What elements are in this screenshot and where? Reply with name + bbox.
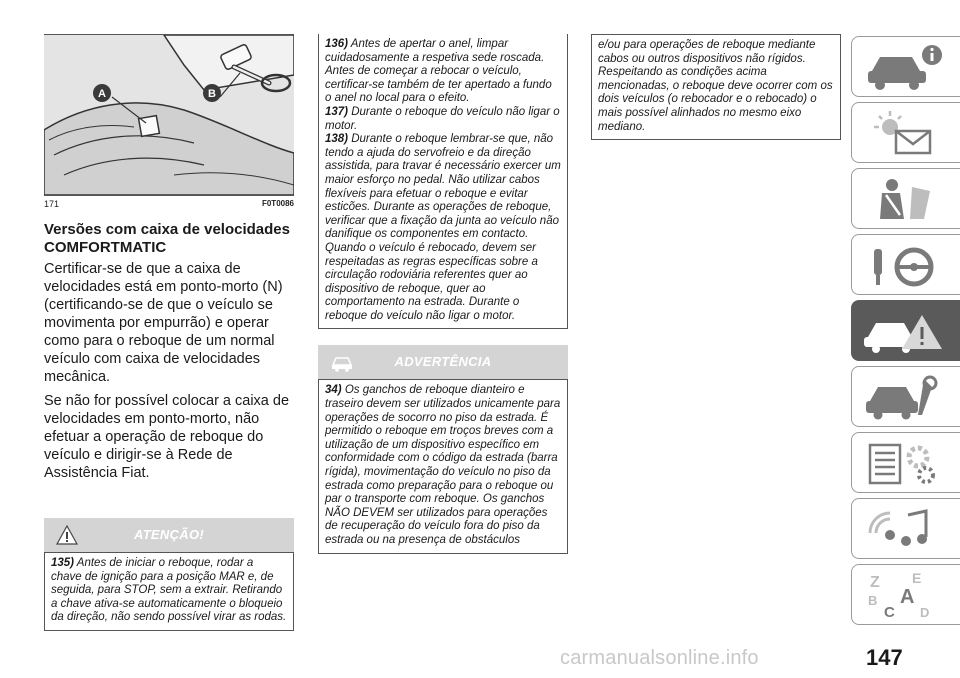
- bumper-illustration: [44, 35, 294, 195]
- tab-multimedia[interactable]: [851, 498, 960, 559]
- index-letter: D: [920, 605, 930, 620]
- tab-technical-data[interactable]: [851, 432, 960, 493]
- tab-warning-lights[interactable]: [851, 102, 960, 163]
- warning-lights-icon: [860, 107, 950, 159]
- tab-maintenance[interactable]: [851, 366, 960, 427]
- column-right: [591, 34, 841, 140]
- page-number: 147: [866, 645, 903, 670]
- figure-number: 171: [44, 199, 60, 209]
- column-left: [44, 34, 294, 631]
- index-letter: A: [900, 586, 915, 608]
- section-title-line2: COMFORTMATIC: [44, 239, 167, 256]
- index-letter: B: [868, 593, 878, 608]
- index-letter: C: [884, 604, 895, 621]
- note-number: 138): [325, 133, 349, 146]
- attention-title: ATENÇÃO!: [133, 527, 205, 542]
- note-number: 136): [325, 38, 349, 50]
- index-letter: E: [912, 570, 922, 586]
- seat-safety-icon: [860, 173, 950, 225]
- tab-emergency[interactable]: [851, 300, 960, 361]
- tab-car-info[interactable]: [851, 36, 960, 97]
- figure-label-a: A: [98, 88, 106, 100]
- tow-hook-figure: [44, 34, 294, 196]
- tab-safety[interactable]: [851, 168, 960, 229]
- attention-notes-continued: [318, 34, 568, 329]
- car-info-icon: [860, 41, 950, 93]
- multimedia-icon: [860, 503, 950, 555]
- note-text: Antes de iniciar o reboque, rodar a chave de ignição para a posição MAR e, de seguida, para STOP, sem a extrair. Retirando a chave ativa-se automaticamente o bloqueio da direção, não sendo possível virar as rodas.: [51, 557, 287, 624]
- paragraph-neutral-gear: Certificar-se de que a caixa de velocidades está em ponto-morto (N) (certificando-se de que o veículo se movimenta por empurrão) e operar como para o reboque de um normal veículo com caixa de velocidades mecânica.: [44, 261, 283, 385]
- note-number: 135): [51, 557, 75, 569]
- warning-note-34-continued: [591, 34, 841, 140]
- index-letter: Z: [870, 574, 880, 591]
- figure-code: F0T0086: [261, 199, 294, 208]
- attention-header: [44, 518, 294, 552]
- note-text: Antes de apertar o anel, limpar cuidadosamente a respetiva sede roscada. Antes de começar a rebocar o veículo, certificar-se também de ter apertado a fundo o anel no local para o efeito.: [325, 38, 552, 105]
- chapter-sidebar: [851, 36, 960, 630]
- technical-data-icon: [860, 437, 950, 489]
- breakdown-car-icon: [860, 305, 950, 357]
- warning-title: ADVERTÊNCIA: [394, 354, 492, 370]
- note-text: Durante o reboque lembrar-se que, não tendo a ajuda do servofreio e da direção assistida, para travar é necessário exercer um maior esforço no pedal. Não utilizar cabos flexíveis para efetuar o reboque e evitar esticões. Durante as operações de reboque, verificar que a fixação da junta ao veículo não danifique os componentes em contacto. Quando o veículo é rebocado, devem ser respeitadas as regras específicas sobre a circulação rodoviária referentes quer ao dispositivo de reboque, quer ao comportamento na estrada. Durante o reboque do veículo não ligar o motor.: [325, 133, 561, 322]
- note-number: 137): [325, 105, 349, 118]
- tab-index[interactable]: [851, 564, 960, 625]
- warning-note-34: [318, 379, 568, 553]
- note-text: e/ou para operações de reboque mediante cabos ou outros dispositivos não rígidos. Respeitando as condições acima mencionadas, o reboque deve ocorrer com os dois veículos (o rebocador e o rebocado) o mais possível alinhados no mesmo eixo mediano.: [598, 39, 833, 133]
- figure-label-b: B: [208, 88, 216, 100]
- column-middle: [318, 34, 568, 554]
- note-text: Os ganchos de reboque dianteiro e traseiro devem ser utilizados unicamente para operações de socorro no piso da estrada. É permitido o reboque em troços breves com a utilização de um dispositivo específico em conformidade com o código da estrada (barra rígida), movimentação do veículo no piso da estrada como preparação para o reboque ou par o transporte com reboque. Os ganchos NÃO DEVEM ser utilizados para operações de recuperação do veículo fora do piso da estrada ou na presença de obstáculos: [325, 384, 561, 546]
- tab-start-drive[interactable]: [851, 234, 960, 295]
- paragraph-no-neutral: Se não for possível colocar a caixa de velocidades em ponto-morto, não efetuar a operação de reboque do veículo e dirigir-se à Rede de Assistência Fiat.: [44, 393, 290, 481]
- car-maintenance-icon: [860, 371, 950, 423]
- warning-header: [318, 345, 568, 379]
- attention-note-135: [44, 552, 294, 631]
- section-title: [44, 221, 294, 257]
- figure-caption: [44, 199, 294, 209]
- section-title-line1: Versões com caixa de velocidades: [44, 221, 290, 238]
- watermark: carmanualsonline.info: [560, 647, 759, 669]
- note-number: 34): [325, 384, 342, 397]
- key-steering-icon: [860, 239, 950, 291]
- index-letters-icon: [860, 569, 950, 621]
- note-text: Durante o reboque do veículo não ligar o motor.: [325, 105, 560, 132]
